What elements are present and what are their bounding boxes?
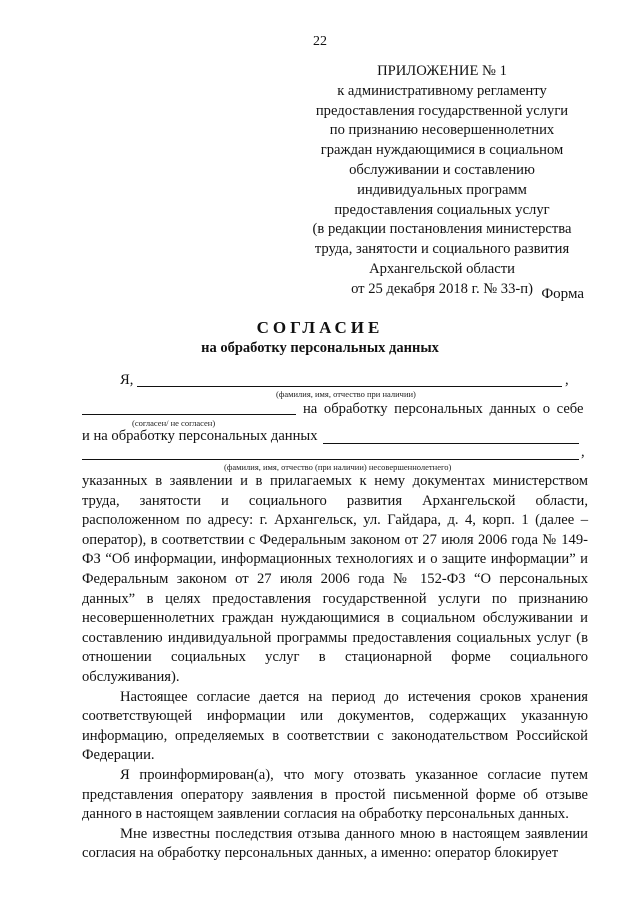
appendix-line: к административному регламенту [337,82,547,99]
consent-hint: (согласен/ не согласен) [132,418,216,428]
appendix-line: от 25 декабря 2018 г. № 33-п) [351,280,533,297]
fio-blank-line[interactable] [137,386,562,387]
appendix-line: предоставления социальных услуг [334,201,550,218]
paragraph: указанных в заявлении и в прилагаемых к нему документах министерством труда, занятости и социального развития Архангельской области, расположенном по адресу: г. Архангельск, ул. Гайдара, д. 4, корп. 1 (далее – оператор), в соответствии с Федеральным законом от 27 июля 2006 года № 149-ФЗ “Об информации, информационных технологиях и о защите информации” и Федеральным законом от 27 июля 2006 года № 152-ФЗ “О персональных данных” в целях предоставления государственной услуги по признанию несовершеннолетних граждан нуждающимися в социальном обслуживании и составлению индивидуальной программы предоставления социальных услуг (в отношении социальных услуг в стационарной форме социального обслуживания). [82,473,588,685]
consent-body [82,472,588,864]
paragraph: Я проинформирован(а), что могу отозвать указанное согласие путем представления оператору заявления в простой письменной форме об отзыве данного в настоящем заявлении согласия на обработку персональных данных. [82,766,588,823]
minor-suffix: , [581,444,585,460]
minor-hint: (фамилия, имя, отчество (при наличии) несовершеннолетнего) [224,462,452,472]
appendix-header [292,62,592,300]
minor-blank-line-2[interactable] [82,459,579,460]
consent-blank-line[interactable] [82,414,296,415]
appendix-line: обслуживании и составлению [349,161,535,178]
appendix-line: (в редакции постановления министерства [312,221,572,238]
appendix-line: по признанию несовершеннолетних [329,122,555,139]
consent-text: на обработку персональных данных о себе [303,401,584,417]
paragraph: Настоящее согласие дается на период до истечения сроков хранения соответствующей информации или документов, содержащих указанную информацию, определяемых в соответствии с законодательством Российской Федерации. [82,688,588,764]
appendix-line: Архангельской области [369,260,515,277]
ya-prefix: Я, [120,372,134,388]
appendix-line: труда, занятости и социального развития [314,241,570,258]
appendix-line: ПРИЛОЖЕНИЕ № 1 [377,63,507,79]
ya-suffix: , [565,372,569,388]
minor-blank-line-1[interactable] [323,443,579,444]
appendix-line: предоставления государственной услуги [315,102,569,119]
document-title: СОГЛАСИЕ [256,318,384,337]
paragraph: Мне известны последствия отзыва данного мною в настоящем заявлении согласия на обработку персональных данных, а именно: оператор блокирует [82,825,588,862]
appendix-line: индивидуальных программ [357,181,527,198]
page-number: 22 [313,34,327,49]
document-subtitle: на обработку персональных данных [201,340,439,356]
minor-prefix: и на обработку персональных данных [82,428,318,444]
fio-hint: (фамилия, имя, отчество при наличии) [276,389,416,399]
form-label: Форма [541,286,584,302]
appendix-line: граждан нуждающимися в социальном [320,142,564,159]
